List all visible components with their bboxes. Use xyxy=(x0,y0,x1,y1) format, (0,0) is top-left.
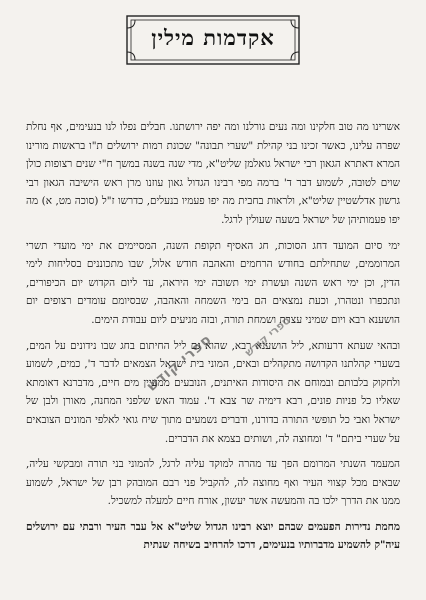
watermark-stamp-secondary: ספרי קודש xyxy=(242,313,293,360)
paragraph-2: ימי סיום המועד דחג הסוכות, חג האסיף תקופת השנה, המסיימים את ימי מועדי תשרי המרוממים, שתחילתם בחודש הרחמים והאהבה חודש אלול, שבו מתכוננים בסליחות לימי הדין, וכן ימי ראש השנה ועשרת ימי תשובה ימי היראה, עד ליום הקדוש יום הכיפורים, ונתכפרו ונטהרו, וכעת נמצאים הם בימי השמחה והאהבה, שבסיומם עומדים רצופים יום הושענא רבא ויום שמיני עצרת ושמחת תורה, ובזה מגיעים ליום עבודת הימים. xyxy=(26,239,400,326)
page-title: אקדמות מילין xyxy=(151,25,275,50)
paragraph-4: המעמד השנתי המרומם הפך עד מהרה למוקד עליה לרגל, להמוני בני תורה ומבקשי עליה, שבאים מכל קצווי העיר ואף מחוצה לה, להקביל פני רבם המובהק רבן של ישראל, לשמוע ממנו את הדרך ילכו בה והמעשה אשר יעשון, אורח חיים למעלה למשכיל. xyxy=(26,458,400,508)
paragraph-3: ובהאי שעתא דרעותא, ליל הושענא רבא, שהוא גם ליל החיתום בחג שבו נידונים על המים, בשערי קהלתנו הקדושה מתקהלים ובאים, המוני בית ישראל הצמאים לדבר ד', כמים, לשמוע ולחקוק בלבותם ובמוחם את היסודות האיתנים, הנובעים ממעיין מים חיים, מדברנא דאומתא שאליו כל פניות פונים, רבא דימיה שר צבא ד'. עמוד האש שלפני המחנה, מאורן ולבן של ישראל ואבי כל תופשי התורה בדורנו, ודברים נשמעים מתוך שיח גואי לאלפי המונים הצובאים על שערי ביתם" ד' ומחוצה לה, ושותים בצמא את הדברים. xyxy=(26,339,400,445)
paragraph-1: אשרינו מה טוב חלקינו ומה נעים גורלנו ומה יפה ירושתנו. חבלים נפלו לנו בנעימים, אף נחלת שפרה עלינו, כאשר זכינו בני קהילת "שערי תבונה" שכונת רמות ירושלים ת"ו בראשות מורינו המרא דאתרא הגאון רבי ישראל גואלמן שליט"א, מדי שנה בשנה במשך ח"י שנים רצופות כולן שוים לטובה, לשמוע דבר ד' ברמה מפי רבינו הגדול גאון עוזנו מרן ראש הישיבה הגאון רבי גרשון אדלשטיין שליט"א, ולראות בחבית מה יפו פעמיו בנעלים, כדרשו ז"ל (סוכה מט, א) מה יפו פעמותיהן של ישראל בשעה שעולין לרגל. xyxy=(26,121,400,226)
paragraph-5: מחמת נדירות הפעמים שבהם יוצא רבינו הגדול שליט"א אל עבר העיר ורבתי עם ירושלים עיה"ק להשמיע מדברותיו בנעימים, דרכו להרחיב בשיחה שנתית xyxy=(26,520,400,552)
body-text xyxy=(26,118,400,555)
watermark-stamp: ספרי קודש xyxy=(144,331,215,395)
title-frame xyxy=(125,14,301,66)
